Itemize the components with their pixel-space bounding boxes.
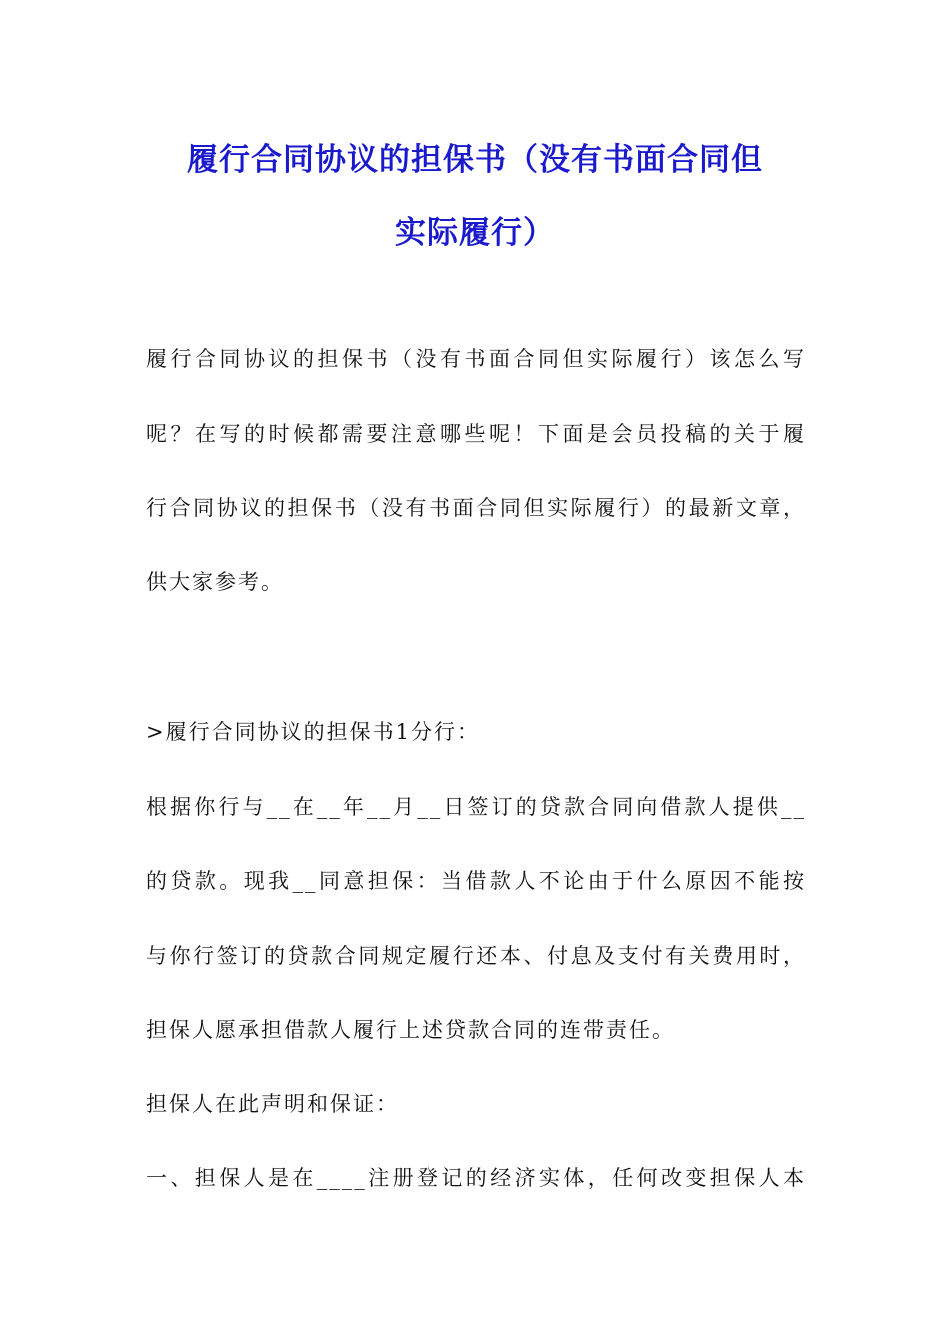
- body-line-2: 的贷款。现我__同意担保：当借款人不论由于什么原因不能按: [146, 869, 806, 893]
- body-line-1: 根据你行与__在__年__月__日签订的贷款合同向借款人提供__: [146, 795, 806, 819]
- intro-line-3: 行合同协议的担保书（没有书面合同但实际履行）的最新文章，: [146, 496, 806, 520]
- intro-line-4: 供大家参考。: [146, 570, 284, 594]
- body-line-4: 担保人愿承担借款人履行上述贷款合同的连带责任。: [146, 1018, 675, 1042]
- section-heading: >履行合同协议的担保书1分行：: [146, 720, 480, 744]
- document-title-line-1: 履行合同协议的担保书（没有书面合同但: [187, 142, 763, 178]
- body-line-6: 一、担保人是在____注册登记的经济实体，任何改变担保人本: [146, 1166, 806, 1190]
- intro-line-2: 呢？在写的时候都需要注意哪些呢！下面是会员投稿的关于履: [146, 422, 806, 446]
- intro-line-1: 履行合同协议的担保书（没有书面合同但实际履行）该怎么写: [146, 347, 806, 371]
- body-line-3: 与你行签订的贷款合同规定履行还本、付息及支付有关费用时，: [146, 944, 806, 968]
- document-title-line-2: 实际履行）: [395, 215, 555, 251]
- body-line-5: 担保人在此声明和保证：: [146, 1092, 399, 1116]
